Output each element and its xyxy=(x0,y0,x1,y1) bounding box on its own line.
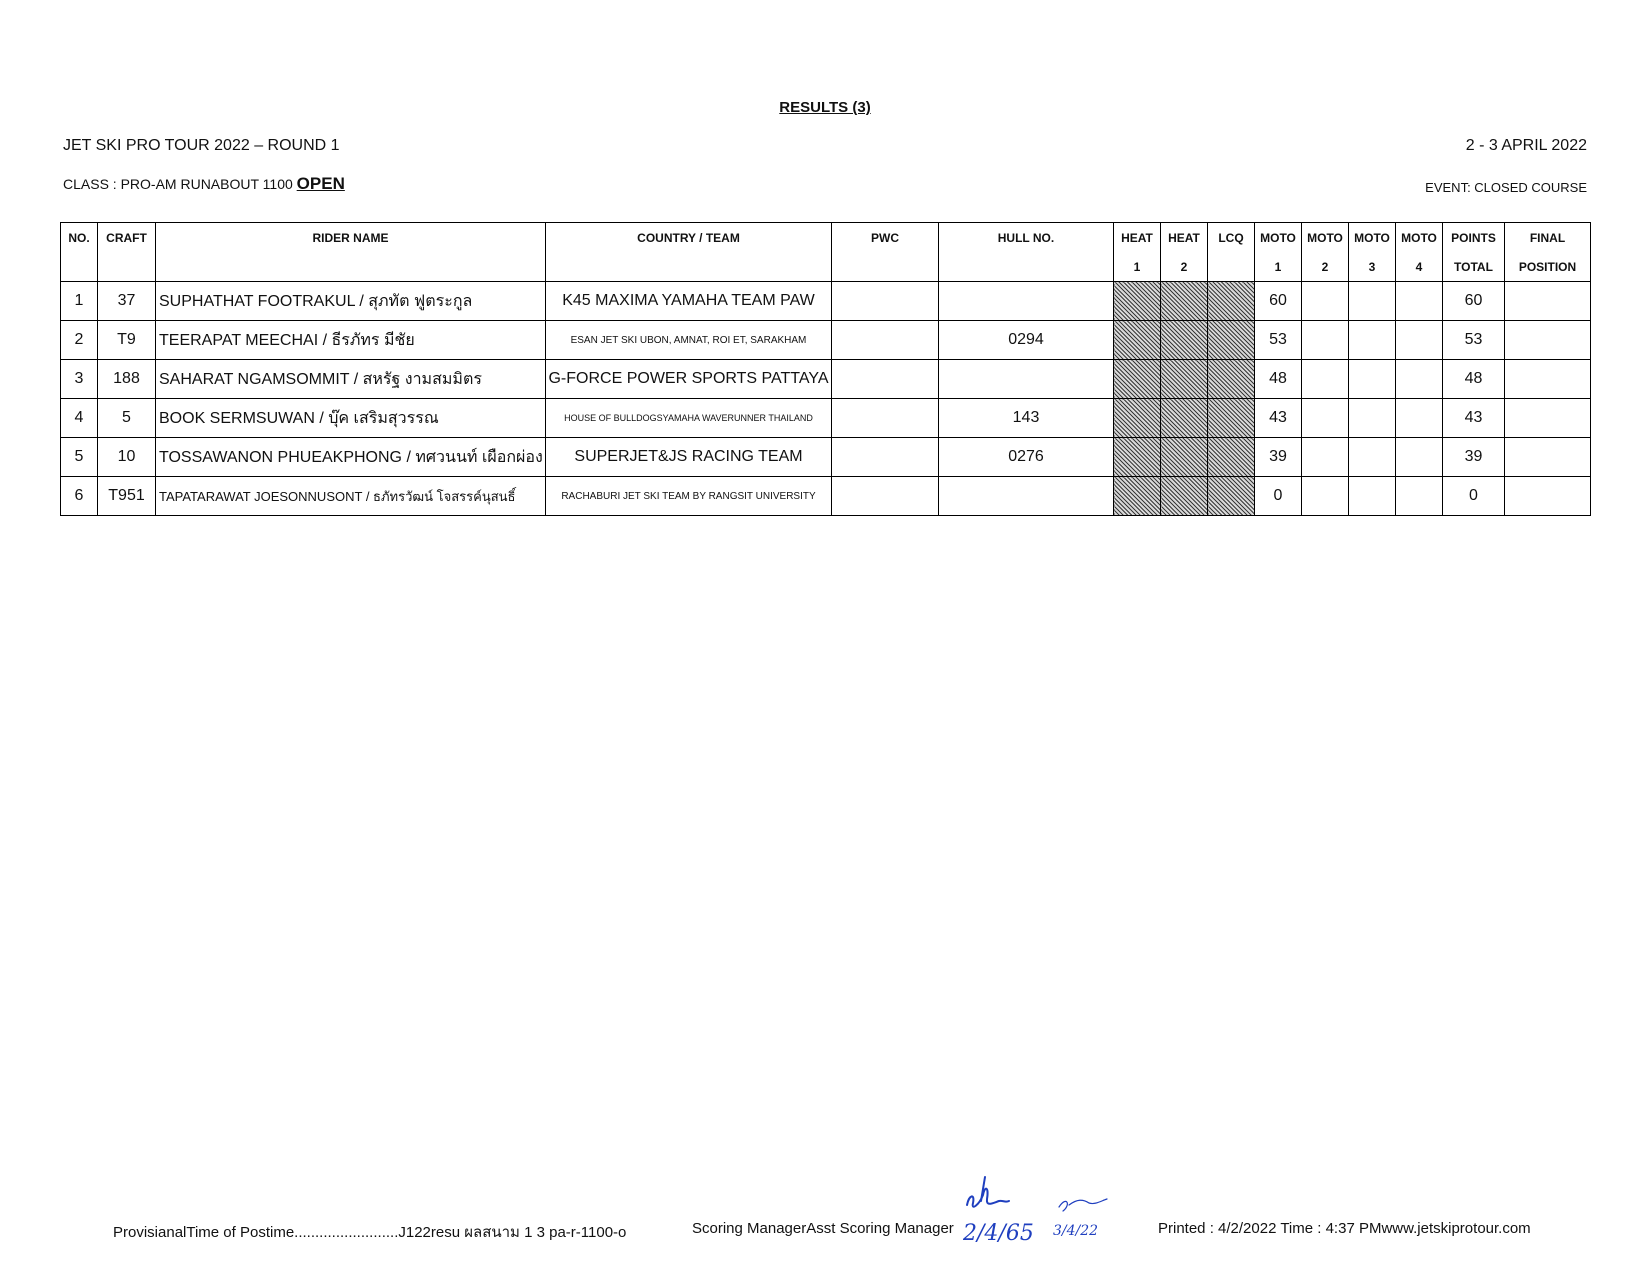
cell-moto-3 xyxy=(1349,360,1396,399)
cell-moto-4 xyxy=(1396,477,1443,516)
cell-craft: 10 xyxy=(98,438,156,477)
header-points-total: TOTAL xyxy=(1443,252,1505,282)
header-points: POINTS xyxy=(1443,223,1505,253)
header-moto-3: MOTO xyxy=(1349,223,1396,253)
cell-moto-1: 60 xyxy=(1255,282,1302,321)
header-row-1 xyxy=(61,223,1591,253)
cell-moto-2 xyxy=(1302,321,1349,360)
cell-points-total: 48 xyxy=(1443,360,1505,399)
cell-no: 2 xyxy=(61,321,98,360)
cell-craft: T9 xyxy=(98,321,156,360)
cell-moto-2 xyxy=(1302,282,1349,321)
header-hull-cont xyxy=(939,252,1114,282)
cell-team: K45 MAXIMA YAMAHA TEAM PAW xyxy=(546,282,832,321)
cell-heat-1-hatched xyxy=(1114,360,1161,399)
cell-moto-1: 39 xyxy=(1255,438,1302,477)
signature-1-stroke xyxy=(967,1189,1009,1207)
cell-pwc xyxy=(832,477,939,516)
signature-date-1: 2/4/65 xyxy=(963,1221,1034,1246)
table-row xyxy=(61,399,1591,438)
cell-team: G-FORCE POWER SPORTS PATTAYA xyxy=(546,360,832,399)
header-final: FINAL xyxy=(1505,223,1591,253)
cell-no: 5 xyxy=(61,438,98,477)
cell-moto-4 xyxy=(1396,438,1443,477)
cell-moto-3 xyxy=(1349,399,1396,438)
cell-team: RACHABURI JET SKI TEAM BY RANGSIT UNIVERSITY xyxy=(546,477,832,516)
cell-lcq-hatched xyxy=(1208,399,1255,438)
header-country-team: COUNTRY / TEAM xyxy=(546,223,832,253)
header-pwc: PWC xyxy=(832,223,939,253)
cell-final-position xyxy=(1505,360,1591,399)
header-craft: CRAFT xyxy=(98,223,156,253)
cell-rider-name: SUPHATHAT FOOTRAKUL / สุภทัต ฟูตระกูล xyxy=(156,282,546,321)
header-lcq-cont xyxy=(1208,252,1255,282)
cell-heat-2-hatched xyxy=(1161,321,1208,360)
header-moto-4: MOTO xyxy=(1396,223,1443,253)
table-row xyxy=(61,360,1591,399)
cell-heat-2-hatched xyxy=(1161,399,1208,438)
cell-heat-2-hatched xyxy=(1161,438,1208,477)
document-title: RESULTS (3) xyxy=(779,99,871,116)
header-final-position: POSITION xyxy=(1505,252,1591,282)
cell-craft: 188 xyxy=(98,360,156,399)
cell-rider-name: TOSSAWANON PHUEAKPHONG / ทศวนนท์ เผือกผ่อง xyxy=(156,438,546,477)
header-no-cont xyxy=(61,252,98,282)
cell-heat-1-hatched xyxy=(1114,321,1161,360)
cell-moto-2 xyxy=(1302,360,1349,399)
cell-points-total: 43 xyxy=(1443,399,1505,438)
header-heat-2: HEAT xyxy=(1161,223,1208,253)
cell-craft: 5 xyxy=(98,399,156,438)
cell-pwc xyxy=(832,282,939,321)
cell-moto-1: 53 xyxy=(1255,321,1302,360)
class-line xyxy=(63,174,345,194)
cell-moto-3 xyxy=(1349,477,1396,516)
cell-moto-2 xyxy=(1302,477,1349,516)
event-name: JET SKI PRO TOUR 2022 – ROUND 1 xyxy=(63,137,340,154)
cell-moto-4 xyxy=(1396,282,1443,321)
cell-points-total: 53 xyxy=(1443,321,1505,360)
cell-rider-name: TEERAPAT MEECHAI / ธีรภัทร มีชัย xyxy=(156,321,546,360)
cell-final-position xyxy=(1505,477,1591,516)
header-lcq: LCQ xyxy=(1208,223,1255,253)
cell-points-total: 0 xyxy=(1443,477,1505,516)
header-moto-3-number: 3 xyxy=(1349,252,1396,282)
footer-provisional-posting: ProvisianalTime of Postime.........................J122resu ผลสนาม 1 3 pa-r-1100-o xyxy=(113,1224,627,1241)
table-row xyxy=(61,477,1591,516)
cell-team: ESAN JET SKI UBON, AMNAT, ROI ET, SARAKHAM xyxy=(546,321,832,360)
cell-team: HOUSE OF BULLDOGSYAMAHA WAVERUNNER THAILAND xyxy=(546,399,832,438)
handwritten-signatures xyxy=(955,1165,1135,1255)
cell-heat-1-hatched xyxy=(1114,477,1161,516)
signature-date-2: 3/4/22 xyxy=(1053,1223,1099,1239)
cell-moto-3 xyxy=(1349,438,1396,477)
signature-2-stroke xyxy=(1059,1199,1107,1211)
cell-final-position xyxy=(1505,282,1591,321)
cell-lcq-hatched xyxy=(1208,477,1255,516)
cell-moto-2 xyxy=(1302,399,1349,438)
results-table xyxy=(60,222,1591,516)
header-heat-2-number: 2 xyxy=(1161,252,1208,282)
cell-no: 1 xyxy=(61,282,98,321)
class-open-label: OPEN xyxy=(296,174,345,193)
cell-team: SUPERJET&JS RACING TEAM xyxy=(546,438,832,477)
cell-heat-1-hatched xyxy=(1114,399,1161,438)
cell-hull xyxy=(939,360,1114,399)
cell-moto-1: 43 xyxy=(1255,399,1302,438)
cell-moto-1: 48 xyxy=(1255,360,1302,399)
cell-craft: 37 xyxy=(98,282,156,321)
cell-heat-1-hatched xyxy=(1114,438,1161,477)
cell-moto-4 xyxy=(1396,321,1443,360)
header-row-2 xyxy=(61,252,1591,282)
cell-moto-2 xyxy=(1302,438,1349,477)
cell-hull: 143 xyxy=(939,399,1114,438)
cell-no: 6 xyxy=(61,477,98,516)
cell-rider-name: TAPATARAWAT JOESONNUSONT / ธภัทรวัฒน์ โจสรรค์นุสนธิ์ xyxy=(156,477,546,516)
header-moto-4-number: 4 xyxy=(1396,252,1443,282)
cell-hull xyxy=(939,477,1114,516)
header-moto-2: MOTO xyxy=(1302,223,1349,253)
header-pwc-cont xyxy=(832,252,939,282)
header-moto-1-number: 1 xyxy=(1255,252,1302,282)
cell-lcq-hatched xyxy=(1208,438,1255,477)
cell-rider-name: BOOK SERMSUWAN / บุ๊ค เสริมสุวรรณ xyxy=(156,399,546,438)
cell-pwc xyxy=(832,321,939,360)
header-rider-cont xyxy=(156,252,546,282)
cell-final-position xyxy=(1505,321,1591,360)
cell-moto-3 xyxy=(1349,321,1396,360)
header-heat-1: HEAT xyxy=(1114,223,1161,253)
cell-rider-name: SAHARAT NGAMSOMMIT / สหรัฐ งามสมมิตร xyxy=(156,360,546,399)
cell-moto-4 xyxy=(1396,360,1443,399)
cell-lcq-hatched xyxy=(1208,282,1255,321)
class-label: CLASS : PRO-AM RUNABOUT 1100 xyxy=(63,176,297,192)
cell-craft: T951 xyxy=(98,477,156,516)
cell-heat-2-hatched xyxy=(1161,360,1208,399)
header-moto-2-number: 2 xyxy=(1302,252,1349,282)
table-row xyxy=(61,321,1591,360)
cell-points-total: 60 xyxy=(1443,282,1505,321)
cell-hull xyxy=(939,282,1114,321)
cell-final-position xyxy=(1505,438,1591,477)
header-no: NO. xyxy=(61,223,98,253)
footer-scoring-managers: Scoring ManagerAsst Scoring Manager xyxy=(692,1220,954,1237)
cell-moto-4 xyxy=(1396,399,1443,438)
cell-hull: 0294 xyxy=(939,321,1114,360)
cell-pwc xyxy=(832,399,939,438)
cell-lcq-hatched xyxy=(1208,360,1255,399)
header-rider-name: RIDER NAME xyxy=(156,223,546,253)
cell-no: 3 xyxy=(61,360,98,399)
cell-pwc xyxy=(832,438,939,477)
header-hull-no: HULL NO. xyxy=(939,223,1114,253)
header-craft-cont xyxy=(98,252,156,282)
cell-moto-1: 0 xyxy=(1255,477,1302,516)
cell-heat-2-hatched xyxy=(1161,282,1208,321)
cell-heat-2-hatched xyxy=(1161,477,1208,516)
cell-points-total: 39 xyxy=(1443,438,1505,477)
table-row xyxy=(61,438,1591,477)
cell-heat-1-hatched xyxy=(1114,282,1161,321)
cell-hull: 0276 xyxy=(939,438,1114,477)
cell-pwc xyxy=(832,360,939,399)
footer-printed-info: Printed : 4/2/2022 Time : 4:37 PMwww.jetskiprotour.com xyxy=(1158,1220,1531,1237)
header-team-cont xyxy=(546,252,832,282)
cell-final-position xyxy=(1505,399,1591,438)
header-moto-1: MOTO xyxy=(1255,223,1302,253)
event-date: 2 - 3 APRIL 2022 xyxy=(1465,137,1587,154)
event-type: EVENT: CLOSED COURSE xyxy=(1425,180,1587,195)
cell-no: 4 xyxy=(61,399,98,438)
cell-moto-3 xyxy=(1349,282,1396,321)
cell-lcq-hatched xyxy=(1208,321,1255,360)
header-heat-1-number: 1 xyxy=(1114,252,1161,282)
table-row xyxy=(61,282,1591,321)
